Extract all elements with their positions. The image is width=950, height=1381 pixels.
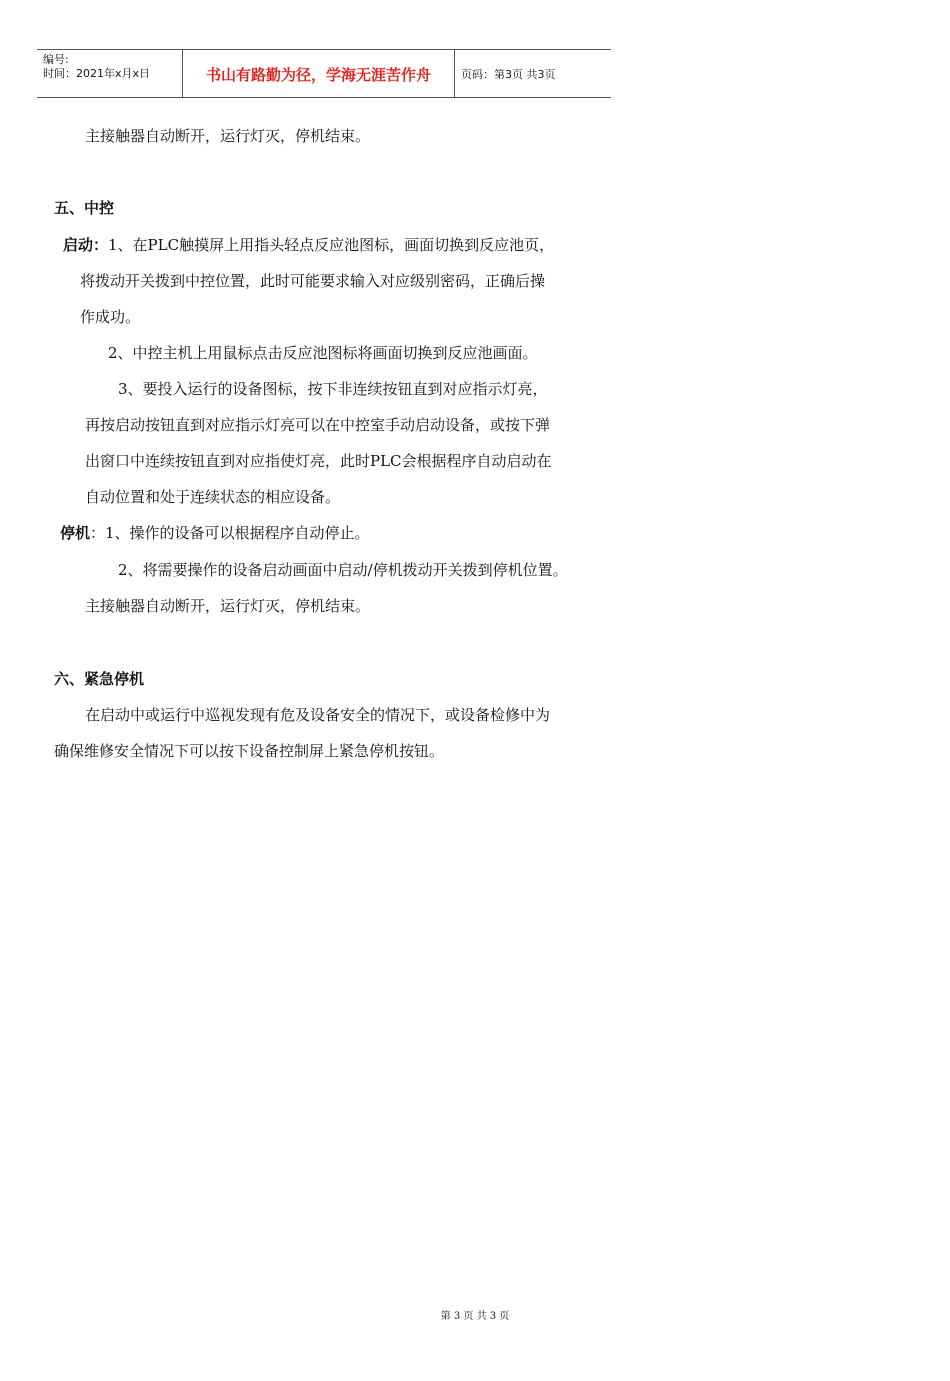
stop-label: 停机 (60, 524, 91, 542)
section-heading: 六、紧急停机 (54, 670, 145, 688)
paragraph-line (63, 235, 554, 255)
page-footer: 第 3 页 共 3 页 (440, 1311, 510, 1322)
paragraph-line: 2、将需要操作的设备启动画面中启动/停机拨动开关拨到停机位置。 (118, 561, 568, 579)
header-meta-cell (37, 50, 183, 98)
paragraph-line: 2、中控主机上用鼠标点击反应池图标将画面切换到反应池画面。 (108, 344, 538, 362)
paragraph-line: 将拨动开关拨到中控位置，此时可能要求输入对应级别密码，正确后操 (80, 272, 546, 290)
page-header-table (37, 49, 611, 98)
document-number-label: 编号: (43, 53, 69, 66)
paragraph-line: 在启动中或运行中巡视发现有危及设备安全的情况下，或设备检修中为 (85, 706, 551, 724)
section-heading: 五、中控 (54, 199, 115, 217)
paragraph-line: 主接触器自动断开，运行灯灭，停机结束。 (85, 597, 371, 615)
start-step-1: 1、在PLC触摸屏上用指头轻点反应池图标，画面切换到反应池页， (108, 236, 555, 254)
header-motto: 书山有路勤为径，学海无涯苦作舟 (183, 50, 455, 98)
paragraph-line: 3、要投入运行的设备图标，按下非连续按钮直到对应指示灯亮， (118, 380, 548, 398)
paragraph-line (60, 523, 370, 543)
paragraph-line: 出窗口中连续按钮直到对应指使灯亮，此时PLC会根据程序自动启动在 (85, 452, 552, 470)
stop-step-1: ：1、操作的设备可以根据程序自动停止。 (90, 524, 370, 542)
paragraph-line: 再按启动按钮直到对应指示灯亮可以在中控室手动启动设备，或按下弹 (85, 416, 551, 434)
paragraph-line: 确保维修安全情况下可以按下设备控制屏上紧急停机按钮。 (54, 742, 445, 760)
paragraph-line: 自动位置和处于连续状态的相应设备。 (85, 488, 341, 506)
paragraph-line: 作成功。 (80, 308, 141, 326)
paragraph-line: 主接触器自动断开，运行灯灭，停机结束。 (85, 127, 371, 145)
start-label: 启动： (63, 236, 109, 254)
header-page-info: 页码：第3页 共3页 (461, 68, 556, 81)
document-date: 时间：2021年x月x日 (43, 67, 151, 80)
